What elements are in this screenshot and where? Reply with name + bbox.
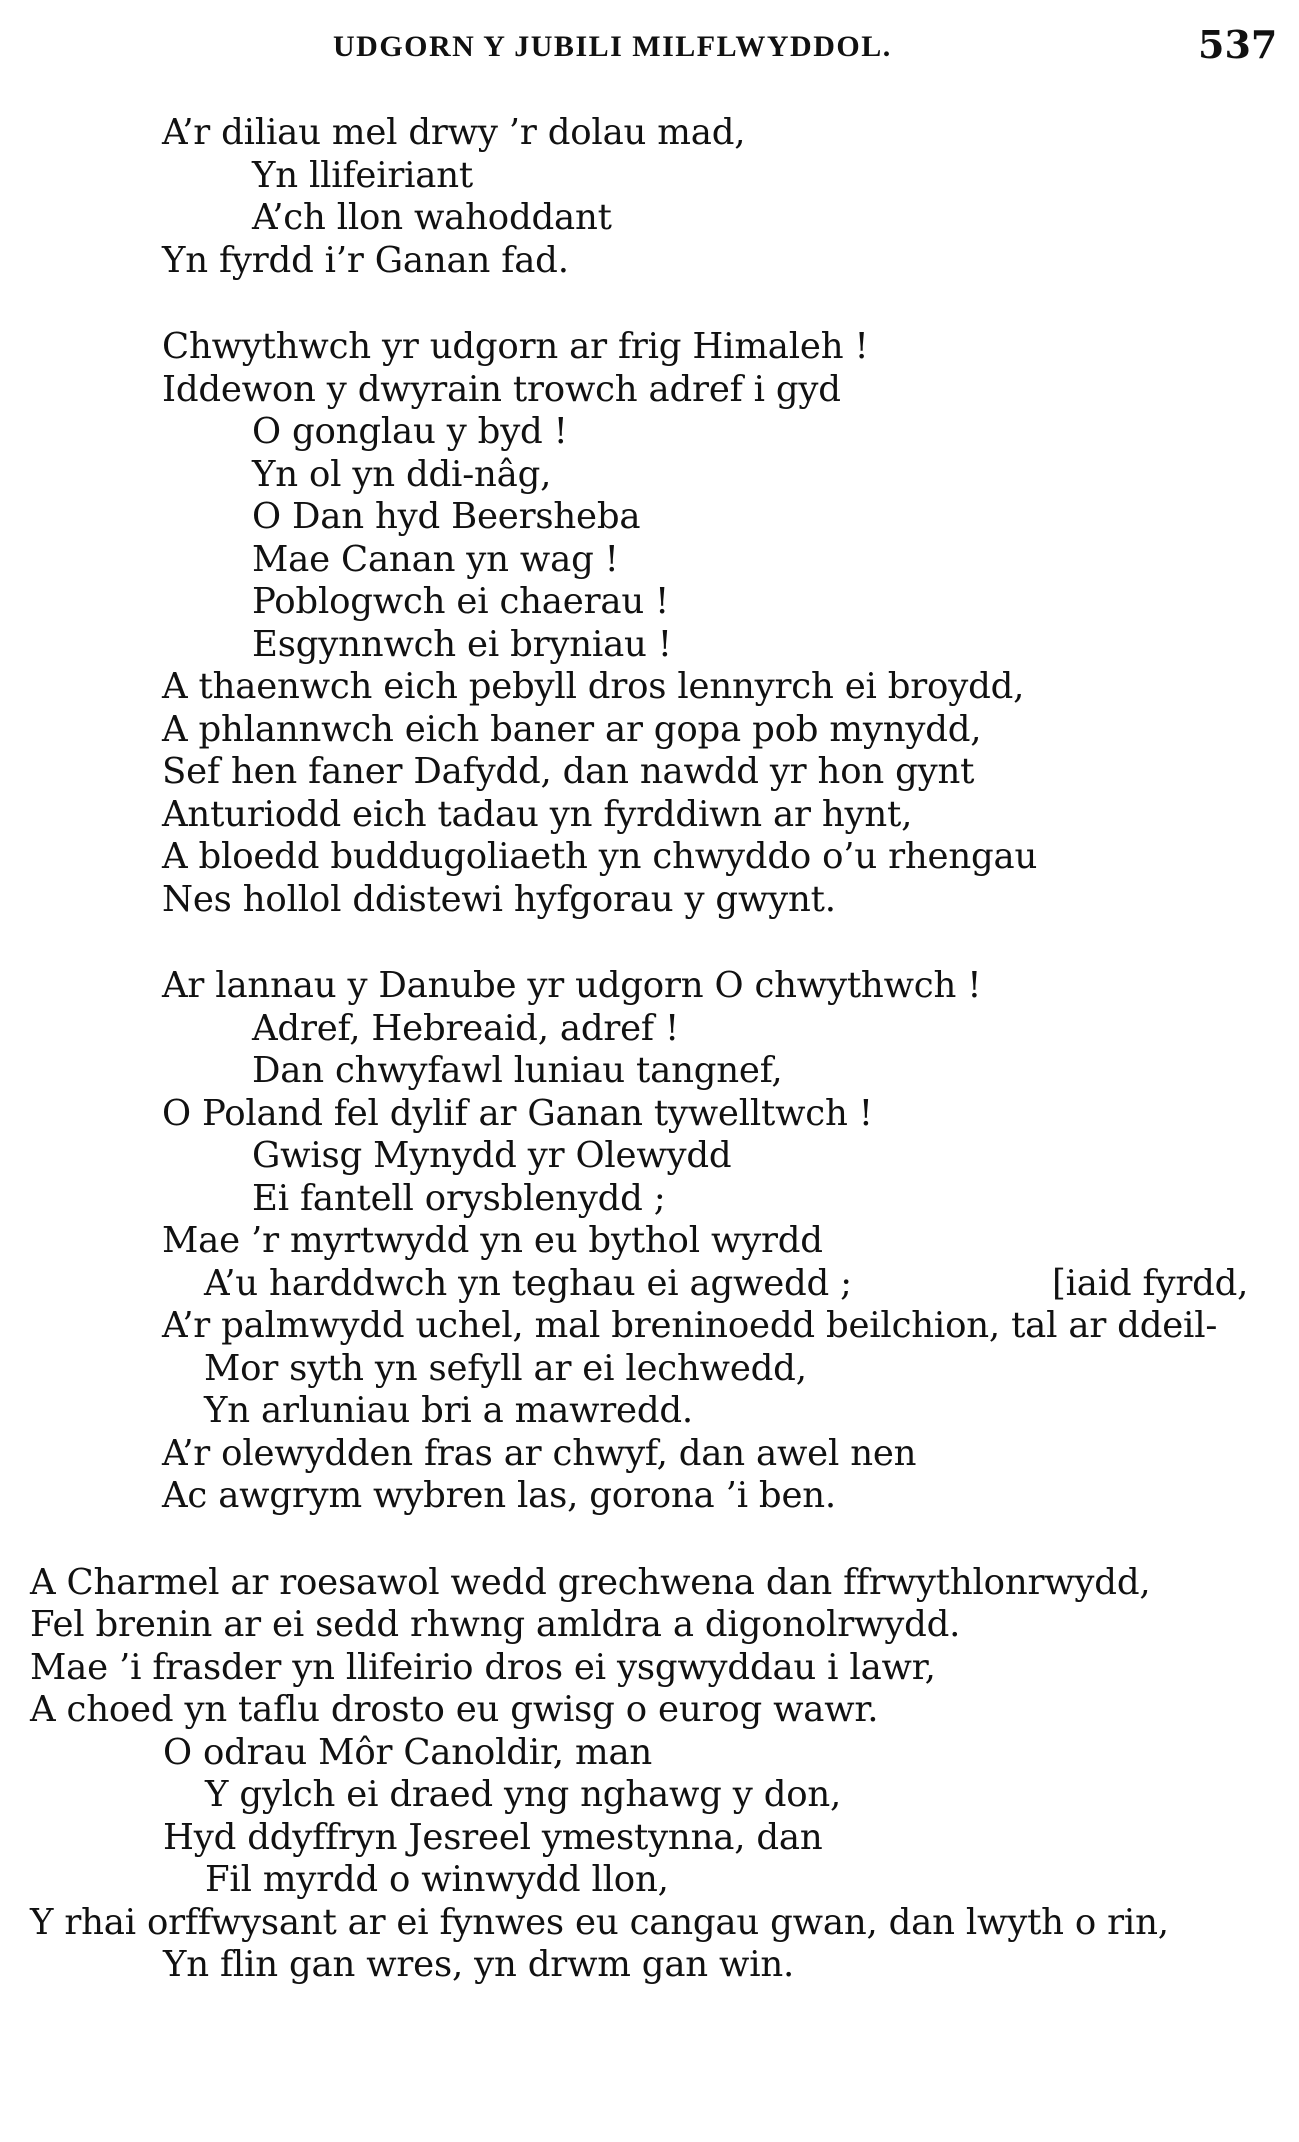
verse-line: O Dan hyd Beersheba — [252, 496, 641, 537]
verse-line: O gonglau y byd ! — [252, 411, 568, 452]
verse-line: A phlannwch eich baner ar gopa pob mynydd, — [162, 708, 982, 750]
verse-line: O odrau Môr Canoldir, man — [163, 1731, 653, 1773]
verse-line: Yn llifeiriant — [252, 154, 473, 196]
verse-line: Anturiodd eich tadau yn fyrddiwn ar hynt, — [162, 793, 913, 835]
verse-line: Poblogwch ei chaerau ! — [252, 581, 670, 622]
verse-line: Gwisg Mynydd yr Olewydd — [252, 1135, 732, 1176]
verse-line: Dan chwyfawl luniau tangnef, — [252, 1050, 783, 1091]
stanza-3 — [0, 965, 1299, 1518]
verse-line: Iddewon y dwyrain trowch adref i gyd — [162, 368, 841, 410]
verse-line: Y gylch ei draed yng nghawg y don, — [205, 1774, 842, 1815]
verse-line: O Poland fel dylif ar Ganan tywelltwch ! — [162, 1092, 873, 1134]
verse-line: Ei fantell orysblenydd ; — [252, 1177, 666, 1219]
verse-line-with-turnover — [0, 1263, 1299, 1306]
stanza-4 — [0, 1562, 1299, 1987]
verse-line: Yn arluniau bri a mawredd. — [204, 1390, 693, 1431]
verse-line: Mae ’r myrtwydd yn eu bythol wyrdd — [162, 1220, 823, 1261]
verse-line: A thaenwch eich pebyll dros lennyrch ei broydd, — [162, 666, 1025, 707]
verse-line: Y rhai orffwysant ar ei fynwes eu cangau gwan, dan lwyth o rin, — [30, 1901, 1169, 1943]
page-number: 537 — [1198, 22, 1278, 67]
verse-line: Yn ol yn ddi-nâg, — [252, 453, 552, 495]
running-title: UDGORN Y JUBILI MILFLWYDDOL. — [333, 30, 892, 63]
verse-line: Mor syth yn sefyll ar ei lechwedd, — [204, 1347, 807, 1389]
verse-line: Esgynnwch ei bryniau ! — [252, 623, 672, 665]
verse-line: Adref, Hebreaid, adref ! — [252, 1007, 680, 1049]
verse-line: Sef hen faner Dafydd, dan nawdd yr hon gynt — [162, 751, 975, 792]
verse-line: Chwythwch yr udgorn ar frig Himaleh ! — [162, 326, 869, 367]
verse-line: Fil myrdd o winwydd llon, — [205, 1859, 669, 1900]
verse-line: A Charmel ar roesawol wedd grechwena dan ffrwythlonrwydd, — [30, 1561, 1151, 1603]
poem — [0, 112, 1299, 1987]
verse-line: A’ch llon wahoddant — [252, 197, 612, 238]
verse-line: Yn fyrdd i’r Ganan fad. — [162, 239, 569, 281]
verse-line: Ar lannau y Danube yr udgorn O chwythwch ! — [162, 965, 982, 1006]
running-head — [0, 22, 1299, 72]
verse-line: Fel brenin ar ei sedd rhwng amldra a digonolrwydd. — [30, 1604, 961, 1645]
stanza-1 — [0, 112, 1299, 282]
verse-line: A choed yn taflu drosto eu gwisg o eurog wawr. — [30, 1689, 879, 1730]
verse-line: A bloedd buddugoliaeth yn chwyddo o’u rhengau — [162, 836, 1038, 877]
verse-line: Yn flin gan wres, yn drwm gan win. — [163, 1944, 795, 1985]
verse-line: Mae Canan yn wag ! — [252, 538, 619, 580]
verse-line: Hyd ddyffryn Jesreel ymestynna, dan — [163, 1816, 823, 1858]
verse-line: A’r diliau mel drwy ’r dolau mad, — [162, 112, 746, 153]
verse-line: A’r palmwydd uchel, mal breninoedd beilchion, tal ar ddeil- — [162, 1305, 1218, 1346]
verse-line: Mae ’i frasder yn llifeirio dros ei ysgwyddau i lawr, — [30, 1646, 936, 1688]
turnover-fragment: [iaid fyrdd, — [1052, 1262, 1249, 1304]
verse-line: A’r olewydden fras ar chwyf, dan awel nen — [162, 1432, 917, 1474]
verse-line: Ac awgrym wybren las, gorona ’i ben. — [162, 1475, 837, 1516]
verse-line: A’u harddwch yn teghau ei agwedd ; — [204, 1262, 852, 1304]
verse-line: Nes hollol ddistewi hyfgorau y gwynt. — [162, 878, 836, 920]
stanza-2 — [0, 326, 1299, 921]
